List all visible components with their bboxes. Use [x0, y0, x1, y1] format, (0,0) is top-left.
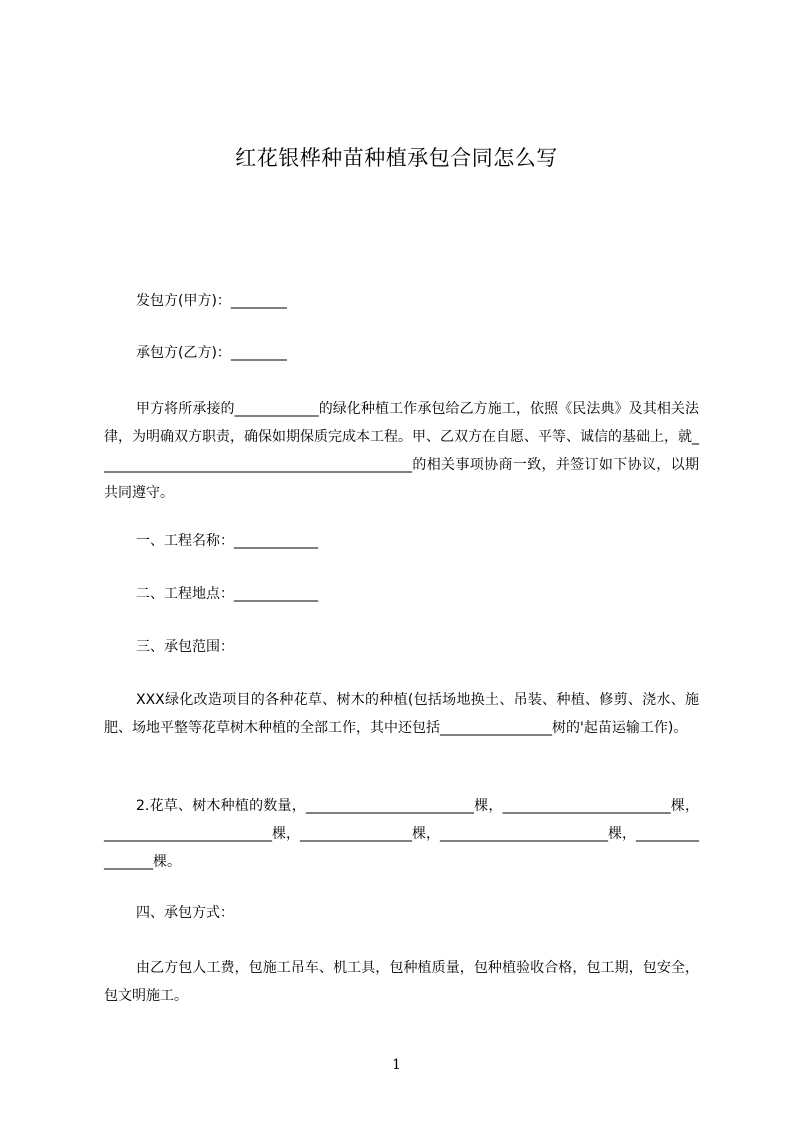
section-scope-heading: 三、承包范围： [136, 639, 234, 655]
page-number: 1 [392, 1057, 401, 1073]
document-title: 红花银桦种苗种植承包合同怎么写 [235, 146, 558, 170]
party-a-line: 发包方(甲方)：________ [136, 293, 287, 309]
preamble-paragraph: 甲方将所承接的____________的绿化种植工作承包给乙方施工，依照《民法典》及其相关法律，为明确双方职责，确保如期保质完成本工程。甲、乙双方在自愿、平等、诚信的基础上，就_____________________________________________的相关事项协商一致，并签订如下协议，以期共同遵守。 [104, 401, 699, 501]
section-project-name: 一、工程名称：____________ [136, 533, 318, 549]
quantity-paragraph: 2.花草、树木种植的数量，________________________棵，________________________棵，________________________棵，________________棵，________________________棵，________________棵。 [104, 798, 699, 870]
party-b-line: 承包方(乙方)：________ [136, 345, 287, 361]
contract-method-paragraph: 由乙方包人工费，包施工吊车、机工具，包种植质量，包种植验收合格，包工期，包安全，包文明施工。 [104, 960, 699, 1004]
scope-paragraph: XXX绿化改造项目的各种花草、树木的种植(包括场地换土、吊装、种植、修剪、浇水、施肥、场地平整等花草树木种植的全部工作，其中还包括________________树的'起苗运输工作)。 [104, 692, 699, 736]
section-contract-method-heading: 四、承包方式： [136, 905, 234, 921]
section-project-location: 二、工程地点：____________ [136, 586, 318, 602]
